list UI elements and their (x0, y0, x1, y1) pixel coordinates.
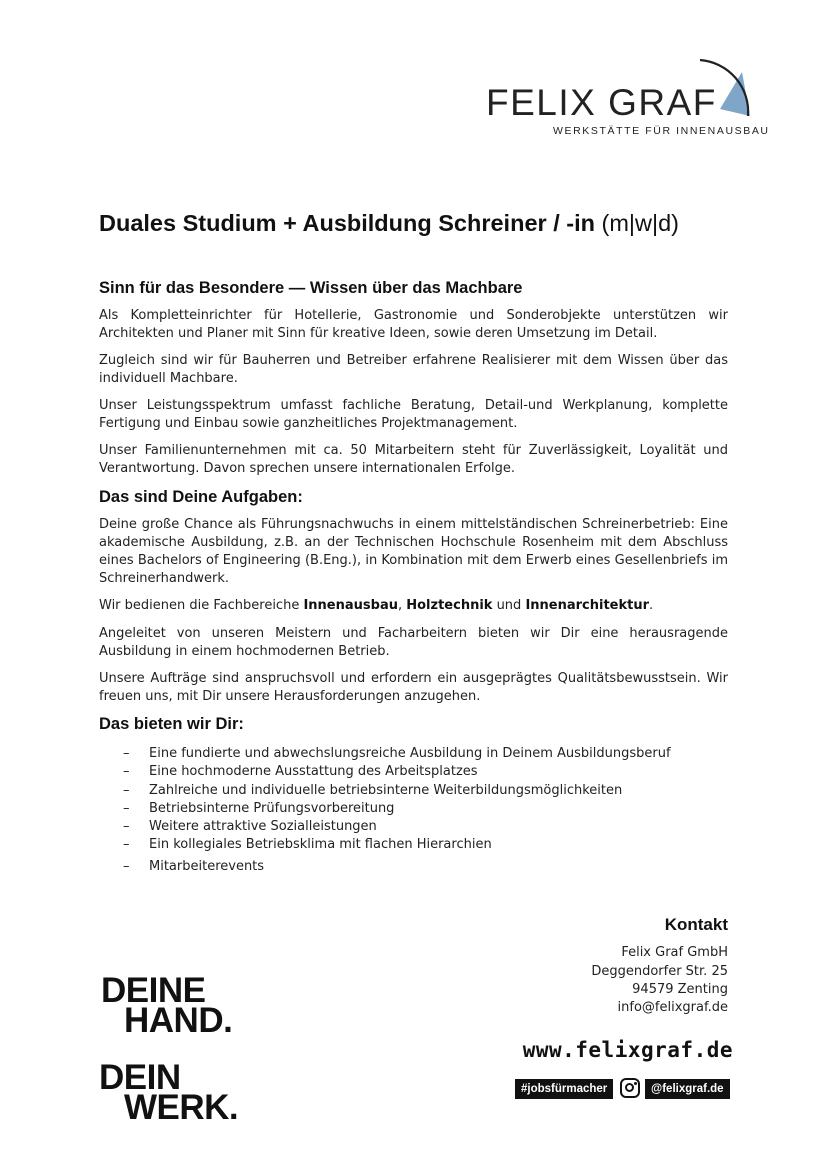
paragraph: Unser Familienunternehmen mit ca. 50 Mitarbeitern steht für Zuverlässigkeit, Loyalität und Verantwortung. Davon sprechen unsere internationalen Erfolge. (99, 443, 728, 476)
separator: und (492, 598, 526, 613)
contact-company: Felix Graf GmbH (621, 945, 728, 960)
department-innenarchitektur: Innenarchitektur (525, 598, 650, 613)
paragraph: Zugleich sind wir für Bauherren und Betreiber erfahrene Realisierer mit dem Wissen über das individuell Machbare. (99, 353, 728, 386)
paragraph: Unser Leistungsspektrum umfasst fachliche Beratung, Detail-und Werkplanung, komplette Fertigung und Einbau sowie ganzheitliches Projektmanagement. (99, 398, 728, 431)
list-item (99, 818, 671, 836)
bullet-dash: – (123, 837, 130, 853)
paragraph: Unsere Aufträge sind anspruchsvoll und erfordern ein ausgeprägtes Qualitätsbewusstsein. Wir freuen uns, mit Dir unsere Herausforderungen anzugehen. (99, 671, 728, 704)
slogan-line: DEINE (101, 971, 206, 1010)
logo-name: FELIX GRAF (486, 82, 717, 123)
list-item-text: Eine fundierte und abwechslungsreiche Ausbildung in Deinem Ausbildungsberuf (149, 746, 671, 761)
contact-email-link[interactable]: info@felixgraf.de (617, 1000, 728, 1015)
job-title (99, 210, 679, 237)
separator: , (397, 598, 407, 613)
list-item (99, 782, 671, 800)
slogan-line: WERK. (124, 1088, 239, 1127)
bullet-dash: – (123, 746, 130, 761)
paragraph: Deine große Chance als Führungsnachwuchs in einem mittelständischen Schreinerbetrieb: Eine akademische Ausbildung, z.B. an der Technischen Hochschule Rosenheim mit dem Abschluss eines Bachelors of Engineering (B.Eng.), in Kombination mit dem Erwerb eines Gesellenbriefs im Schreinerhandwerk. (99, 517, 728, 586)
list-item-text: Eine hochmoderne Ausstattung des Arbeitsplatzes (149, 764, 478, 780)
list-item-text: Weitere attraktive Sozialleistungen (149, 819, 377, 835)
list-item-text: Mitarbeiterevents (149, 858, 265, 874)
instagram-icon[interactable] (620, 1078, 640, 1098)
section-heading-tasks: Das sind Deine Aufgaben: (99, 488, 303, 506)
paragraph: Angeleitet von unseren Meistern und Facharbeitern bieten wir Dir eine herausragende Ausbildung in einem hochmodernen Betrieb. (99, 626, 728, 659)
paragraph-departments (99, 597, 728, 615)
list-item-text: Zahlreiche und individuelle betriebsinterne Weiterbildungsmöglichkeiten (149, 782, 623, 798)
bullet-dash: – (123, 819, 130, 835)
job-title-main: Duales Studium + Ausbildung Schreiner / -in (99, 210, 595, 236)
section-heading-about: Sinn für das Besondere — Wissen über das Machbare (99, 279, 523, 297)
hashtag-badge[interactable]: #jobsfürmacher (515, 1079, 613, 1099)
list-item (99, 836, 671, 854)
logo-subtitle: WERKSTÄTTE FÜR INNENAUSBAU (553, 125, 770, 137)
contact-city: 94579 Zenting (632, 982, 728, 997)
contact-street: Deggendorfer Str. 25 (591, 964, 728, 979)
list-item (99, 745, 671, 763)
bullet-dash: – (123, 782, 130, 798)
job-title-suffix: (m|w|d) (601, 210, 679, 236)
list-item (99, 858, 671, 876)
section-heading-benefits: Das bieten wir Dir: (99, 715, 244, 733)
list-item (99, 800, 671, 818)
slogan-line: HAND. (124, 1001, 233, 1040)
instagram-lens (625, 1083, 634, 1092)
instagram-dot (634, 1082, 637, 1085)
paragraph: Als Kompletteinrichter für Hotellerie, Gastronomie und Sonderobjekte unterstützen wir Architekten und Planer mit Sinn für kreative Ideen, sowie deren Umsetzung im Detail. (99, 308, 728, 341)
slogan-line: DEIN (99, 1058, 181, 1097)
benefits-list (99, 745, 671, 876)
instagram-handle-badge[interactable]: @felixgraf.de (645, 1079, 730, 1099)
department-holztechnik: Holztechnik (406, 598, 493, 613)
website-link[interactable]: www.felixgraf.de (522, 1038, 733, 1062)
bullet-dash: – (123, 858, 130, 874)
department-innenausbau: Innenausbau (303, 598, 398, 613)
departments-prefix: Wir bedienen die Fachbereiche (99, 598, 304, 613)
bullet-dash: – (123, 800, 130, 816)
period: . (649, 598, 654, 613)
contact-heading: Kontakt (664, 915, 728, 934)
list-item (99, 763, 671, 781)
bullet-dash: – (123, 764, 130, 780)
list-item-text: Ein kollegiales Betriebsklima mit flachen Hierarchien (149, 837, 492, 853)
list-item-text: Betriebsinterne Prüfungsvorbereitung (149, 800, 395, 816)
